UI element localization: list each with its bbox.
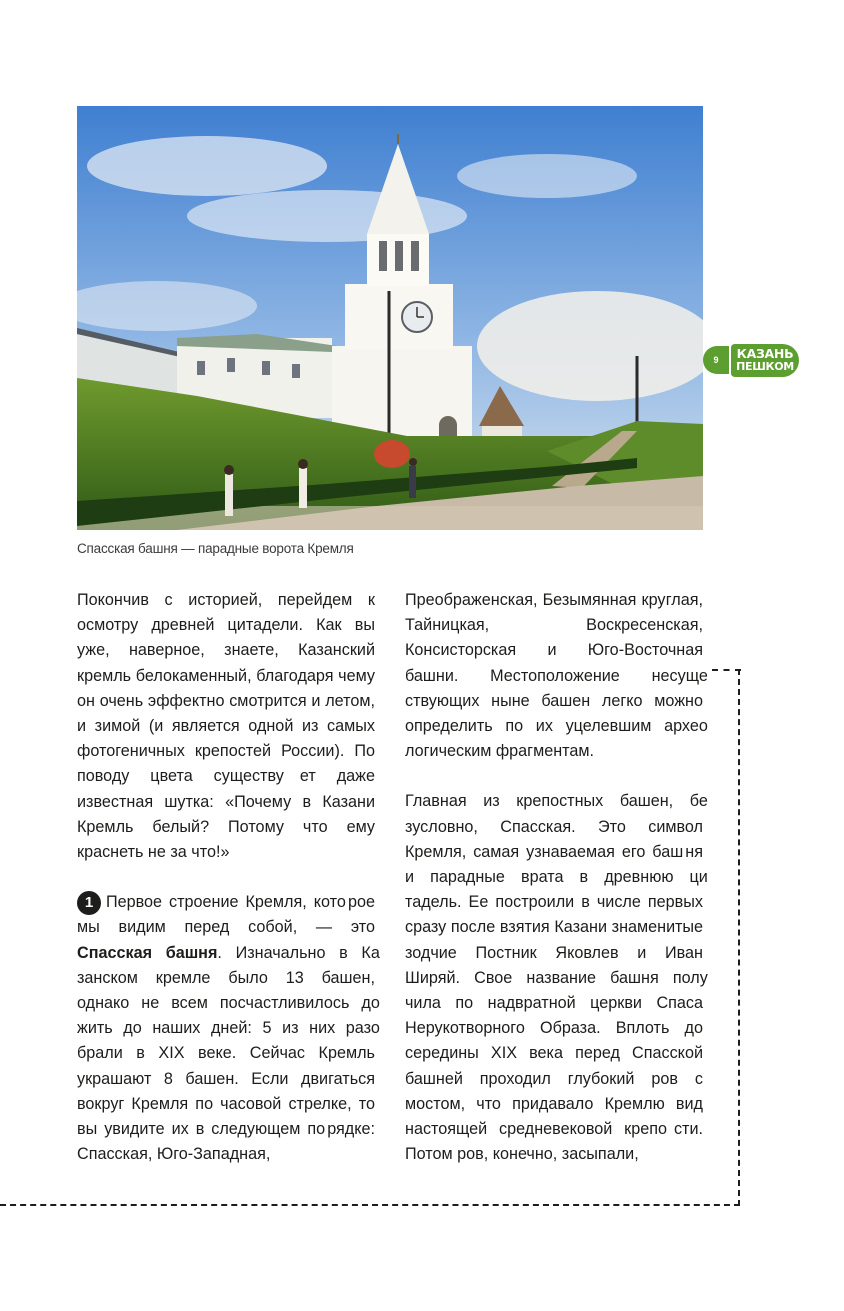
left-column: [77, 588, 380, 1167]
spasskaya-paragraph: Главная из крепостных башен, бе зусловно, Спасская. Это символ Кремля, самая узнаваемая его баш ня и парадные врата в древнюю ци тадель. Ее построили в числе первых сразу после взятия Казани знамени тые зодчие Постник Яковлев и Иван Ширяй. Свое название башня полу чила по надвратной церкви Спаса Нерукотворного Образа. Вплоть до середины XIX века перед Спасской башней проходил глубокий ров с мостом, что придавало Кремлю вид настоящей средневековой крепо сти. Потом ров, конечно, засыпали,: [405, 792, 708, 1164]
point-marker: 1: [77, 891, 101, 915]
section-badge: [703, 344, 799, 377]
towers-list-paragraph: Преображенская, Безымянная кру глая, Тайницкая, Воскресенская, Консисторская и Юго-Восточная башни. Местоположение несуще ствующих ныне башен легко можно определить по их уцелевшим археo логическим фрагментам.: [405, 591, 708, 761]
page-number: 9: [703, 346, 729, 374]
book-logo: [731, 344, 799, 377]
logo-line-1: КАЗАНЬ: [736, 346, 794, 361]
bold-term: Спасская башня: [77, 943, 218, 962]
photo-caption: Спасская башня — парадные ворота Кремля: [77, 541, 354, 556]
tower-paragraph: 1 Первое строение Кремля, кото рое мы видим перед собой, — это Спасская башня. Изначально в Ка занском кремле было 13 башен, однако не всем посчастливилось до жить до наших дней: 5 из них разо брали в XIX веке. Сейчас Кремль украшают 8 башен. Если двигаться вокруг Кремля по часовой стрелке, то вы увидите их в следующем по рядке: Спасская, Юго-Западная,: [77, 893, 380, 1164]
intro-paragraph: Покончив с историей, перейдем к осмотру древней цитадели. Как вы уже, наверное, знаете, Казанский кремль белокаменный, благодаря чему он очень эффектно смотрится и летом, и зимой (и является одной из самых фотогеничных крепостей России). По поводу цвета существу ет даже известная шутка: «Почему в Казани Кремль белый? Потому что ему краснеть не за что!»: [77, 591, 376, 862]
kremlin-photo: [77, 106, 703, 530]
dashed-frame-top: [712, 669, 741, 671]
logo-line-2: ПЕШКОМ: [736, 360, 794, 373]
right-column: [405, 588, 708, 1167]
